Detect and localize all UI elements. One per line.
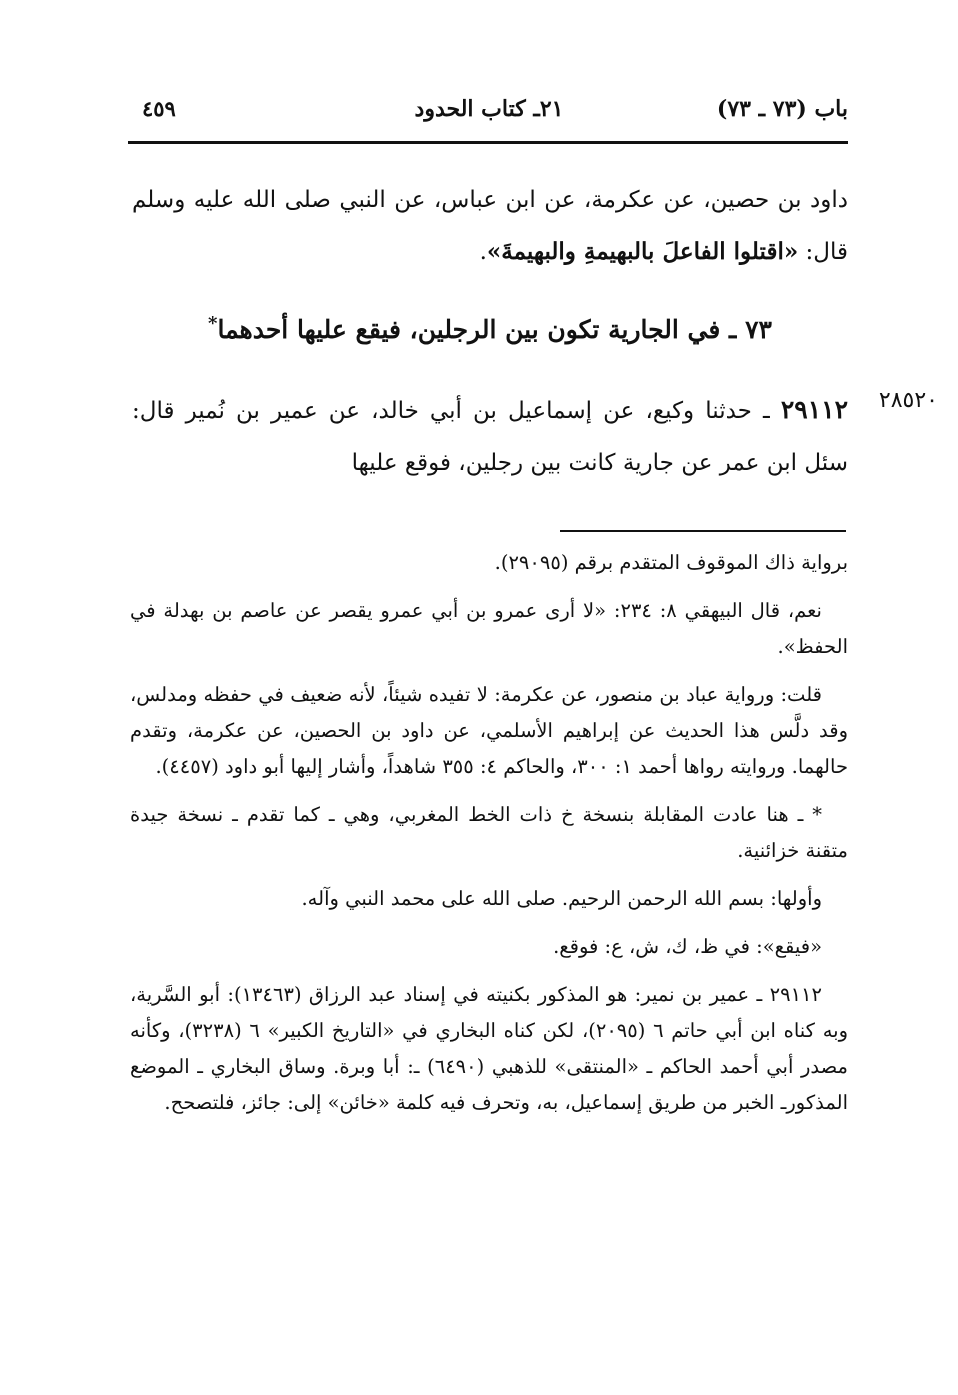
running-head (130, 92, 848, 130)
margin-number: ٢٨٥٢٠ (878, 388, 938, 413)
footnote-paragraph: وأولها: بسم الله الرحمن الرحيم. صلى الله على محمد النبي وآله. (301, 887, 822, 910)
footnote-paragraph: نعم، قال البيهقي ٨: ٢٣٤: «لا أرى عمرو بن أبي عمرو يقصر عن عاصم بن بهدلة في الحفظ». (130, 599, 848, 658)
footnote-rule (560, 530, 846, 532)
footnotes-block (130, 545, 848, 1133)
footnote-paragraph: «فيقع»: في ظ، ك، ش، ع: فوقع. (553, 935, 822, 958)
book-title: ٢١ـ كتاب الحدود (414, 96, 564, 122)
section-heading (132, 306, 848, 354)
chapter-reference: باب (٧٣ ـ ٧٣) (716, 96, 848, 122)
hadith-paragraph (132, 384, 848, 489)
intro-paragraph (132, 174, 848, 278)
hadith-number: ٢٩١١٢ (780, 395, 848, 424)
heading-footnote-marker: * (208, 313, 218, 334)
footnote-paragraph: قلت: ورواية عباد بن منصور، عن عكرمة: لا تفيده شيئاً، لأنه ضعيف في حفظه ومدلس، وقد دلَّس هذا الحديث عن إبراهيم الأسلمي، عن داود بن الحصين، عن عكرمة، وتقدم حالهما. وروايته رواها أحمد ١: ٣٠٠، والحاكم ٤: ٣٥٥ شاهداً، وأشار إليها أبو داود (٤٤٥٧). (130, 683, 848, 778)
footnote-paragraph: ٢٩١١٢ ـ عمير بن نمير: هو المذكور بكنيته في إسناد عبد الرزاق (١٣٤٦٣): أبو السَّرية، وبه كناه ابن أبي حاتم ٦ (٢٠٩٥)، لكن كناه البخاري في «التاريخ الكبير» ٦ (٣٢٣٨)، وكأنه مصدر أبي أحمد الحاكم ـ «المنتقى» للذهبي (٦٤٩٠) ـ: أبا وبرة. وساق البخاري ـ الموضع المذكورـ الخبر من طريق إسماعيل، به، وتحرف فيه كلمة «خائن» إلى: جائز، فلتصحح. (130, 983, 848, 1114)
footnote-paragraph: برواية ذاك الموقوف المتقدم برقم (٢٩٠٩٥). (494, 551, 848, 574)
hadith-text: ـ حدثنا وكيع، عن إسماعيل بن أبي خالد، عن عمير بن نُمير قال: سئل ابن عمر عن جارية كانت بين رجلين، فوقع عليها (132, 398, 848, 476)
intro-text: داود بن حصين، عن عكرمة، عن ابن عباس، عن النبي صلى الله عليه وسلم قال: (132, 187, 848, 265)
prophetic-saying: «اقتلوا الفاعلَ بالبهيمةِ والبهيمةَ» (486, 238, 799, 265)
footnote-paragraph: * ـ هنا عادت المقابلة بنسخة خ ذات الخط المغربي، وهي ـ كما تقدم ـ نسخة جيدة متقنة خزائنية. (130, 803, 848, 862)
intro-end: . (479, 239, 487, 265)
section-heading-text: ٧٣ ـ في الجارية تكون بين الرجلين، فيقع عليها أحدهما (217, 315, 772, 344)
header-rule (128, 141, 848, 144)
page-number: ٤٥٩ (142, 96, 176, 121)
